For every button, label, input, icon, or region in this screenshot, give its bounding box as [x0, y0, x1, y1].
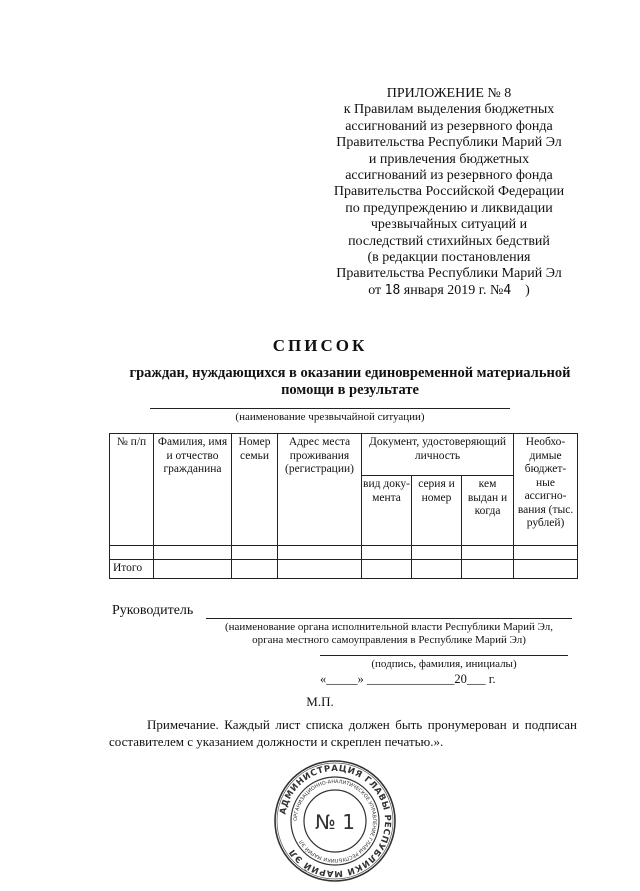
table-cell	[154, 546, 232, 560]
stamp-inner-text: ОРГАНИЗАЦИОННО-АНАЛИТИЧЕСКОЕ УПРАВЛЕНИЕ ГЛАВЫ РЕСПУБЛИКИ МАРИЙ ЭЛ	[292, 778, 378, 864]
subtitle-line: помощи в результате	[281, 382, 419, 398]
subtitle-line: граждан, нуждающихся в оказании единовременной материальной	[129, 365, 571, 381]
appendix-line: Правительства Республики Марий Эл	[336, 135, 562, 151]
org-caption-line: (наименование органа исполнительной власти Республики Марий Эл,	[224, 621, 553, 633]
stamp-number: № 1	[315, 810, 355, 834]
date-close: )	[525, 282, 530, 298]
appendix-line: ПРИЛОЖЕНИЕ № 8	[386, 86, 512, 101]
appendix-line: и привлечения бюджетных	[368, 151, 530, 167]
table-cell	[514, 546, 578, 560]
official-stamp	[272, 758, 398, 884]
table-cell	[412, 546, 462, 560]
appendix-line: последствий стихийных бедствий	[348, 233, 550, 249]
appendix-line: чрезвычайных ситуаций и	[370, 217, 528, 233]
table-cell	[278, 546, 362, 560]
emergency-caption: (наименование чрезвычайной ситуации)	[235, 411, 425, 423]
col-header-doc-issued: кем выдан и когда	[462, 476, 514, 546]
appendix-line: (в редакции постановления	[367, 250, 531, 266]
table-row	[110, 546, 578, 560]
col-header-name: Фамилия, имя и отчество гражданина	[154, 434, 232, 546]
emergency-name-line	[150, 408, 510, 409]
table-cell	[232, 546, 278, 560]
table-cell	[232, 560, 278, 579]
table-cell	[362, 546, 412, 560]
date-day: 18	[384, 282, 401, 298]
document-subtitle	[100, 365, 600, 399]
date-prefix: от	[368, 282, 382, 298]
table-cell	[412, 560, 462, 579]
table-cell	[362, 560, 412, 579]
col-header-address: Адрес места проживания (регистрации)	[278, 434, 362, 546]
date-field: «_____» ______________20___ г.	[320, 672, 496, 686]
col-header-family: Номер семьи	[232, 434, 278, 546]
date-number: 4	[503, 282, 512, 298]
table-cell	[514, 560, 578, 579]
table-cell	[278, 560, 362, 579]
signature-line	[320, 655, 568, 656]
stamp-outer-text: АДМИНИСТРАЦИЯ ГЛАВЫ РЕСПУБЛИКИ МАРИЙ ЭЛ	[278, 763, 393, 879]
col-header-budget: Необхо- димые бюджет- ные ассигно- вания (тыс. рублей)	[514, 434, 578, 546]
appendix-date-line	[318, 283, 580, 299]
date-rest: января 2019 г. №	[403, 282, 504, 298]
appendix-line: Правительства Российской Федерации	[333, 184, 565, 200]
appendix-line: ассигнований из резервного фонда	[345, 118, 553, 134]
appendix-header	[318, 86, 580, 299]
head-label: Руководитель	[112, 603, 194, 618]
col-header-doc-type: вид доку- мента	[362, 476, 412, 546]
appendix-line: к Правилам выделения бюджетных	[343, 102, 555, 118]
col-header-doc-series: серия и номер	[412, 476, 462, 546]
total-row	[110, 560, 578, 579]
org-name-line	[206, 618, 572, 619]
note-text: Примечание. Каждый лист списка должен быть пронумерован и подписан составителем с указанием должности и скреплен печатью.».	[109, 717, 577, 749]
org-caption	[200, 621, 578, 647]
citizens-table	[109, 433, 578, 579]
document-title: СПИСОК	[272, 336, 368, 355]
seal-place-label: М.П.	[306, 694, 334, 709]
table-cell	[462, 560, 514, 579]
appendix-line: ассигнований из резервного фонда	[345, 168, 553, 184]
total-label: Итого	[110, 560, 154, 579]
table-cell	[154, 560, 232, 579]
appendix-line: Правительства Республики Марий Эл	[336, 266, 562, 282]
appendix-line: по предупреждению и ликвидации	[345, 200, 553, 216]
table-cell	[462, 546, 514, 560]
col-header-document: Документ, удостоверяющий личность	[362, 434, 514, 476]
col-header-num: № п/п	[110, 434, 154, 546]
table-cell	[110, 546, 154, 560]
sign-caption: (подпись, фамилия, инициалы)	[371, 658, 517, 670]
stamp-seal-icon	[272, 758, 398, 884]
org-caption-line: органа местного самоуправления в Республике Марий Эл)	[252, 634, 526, 646]
